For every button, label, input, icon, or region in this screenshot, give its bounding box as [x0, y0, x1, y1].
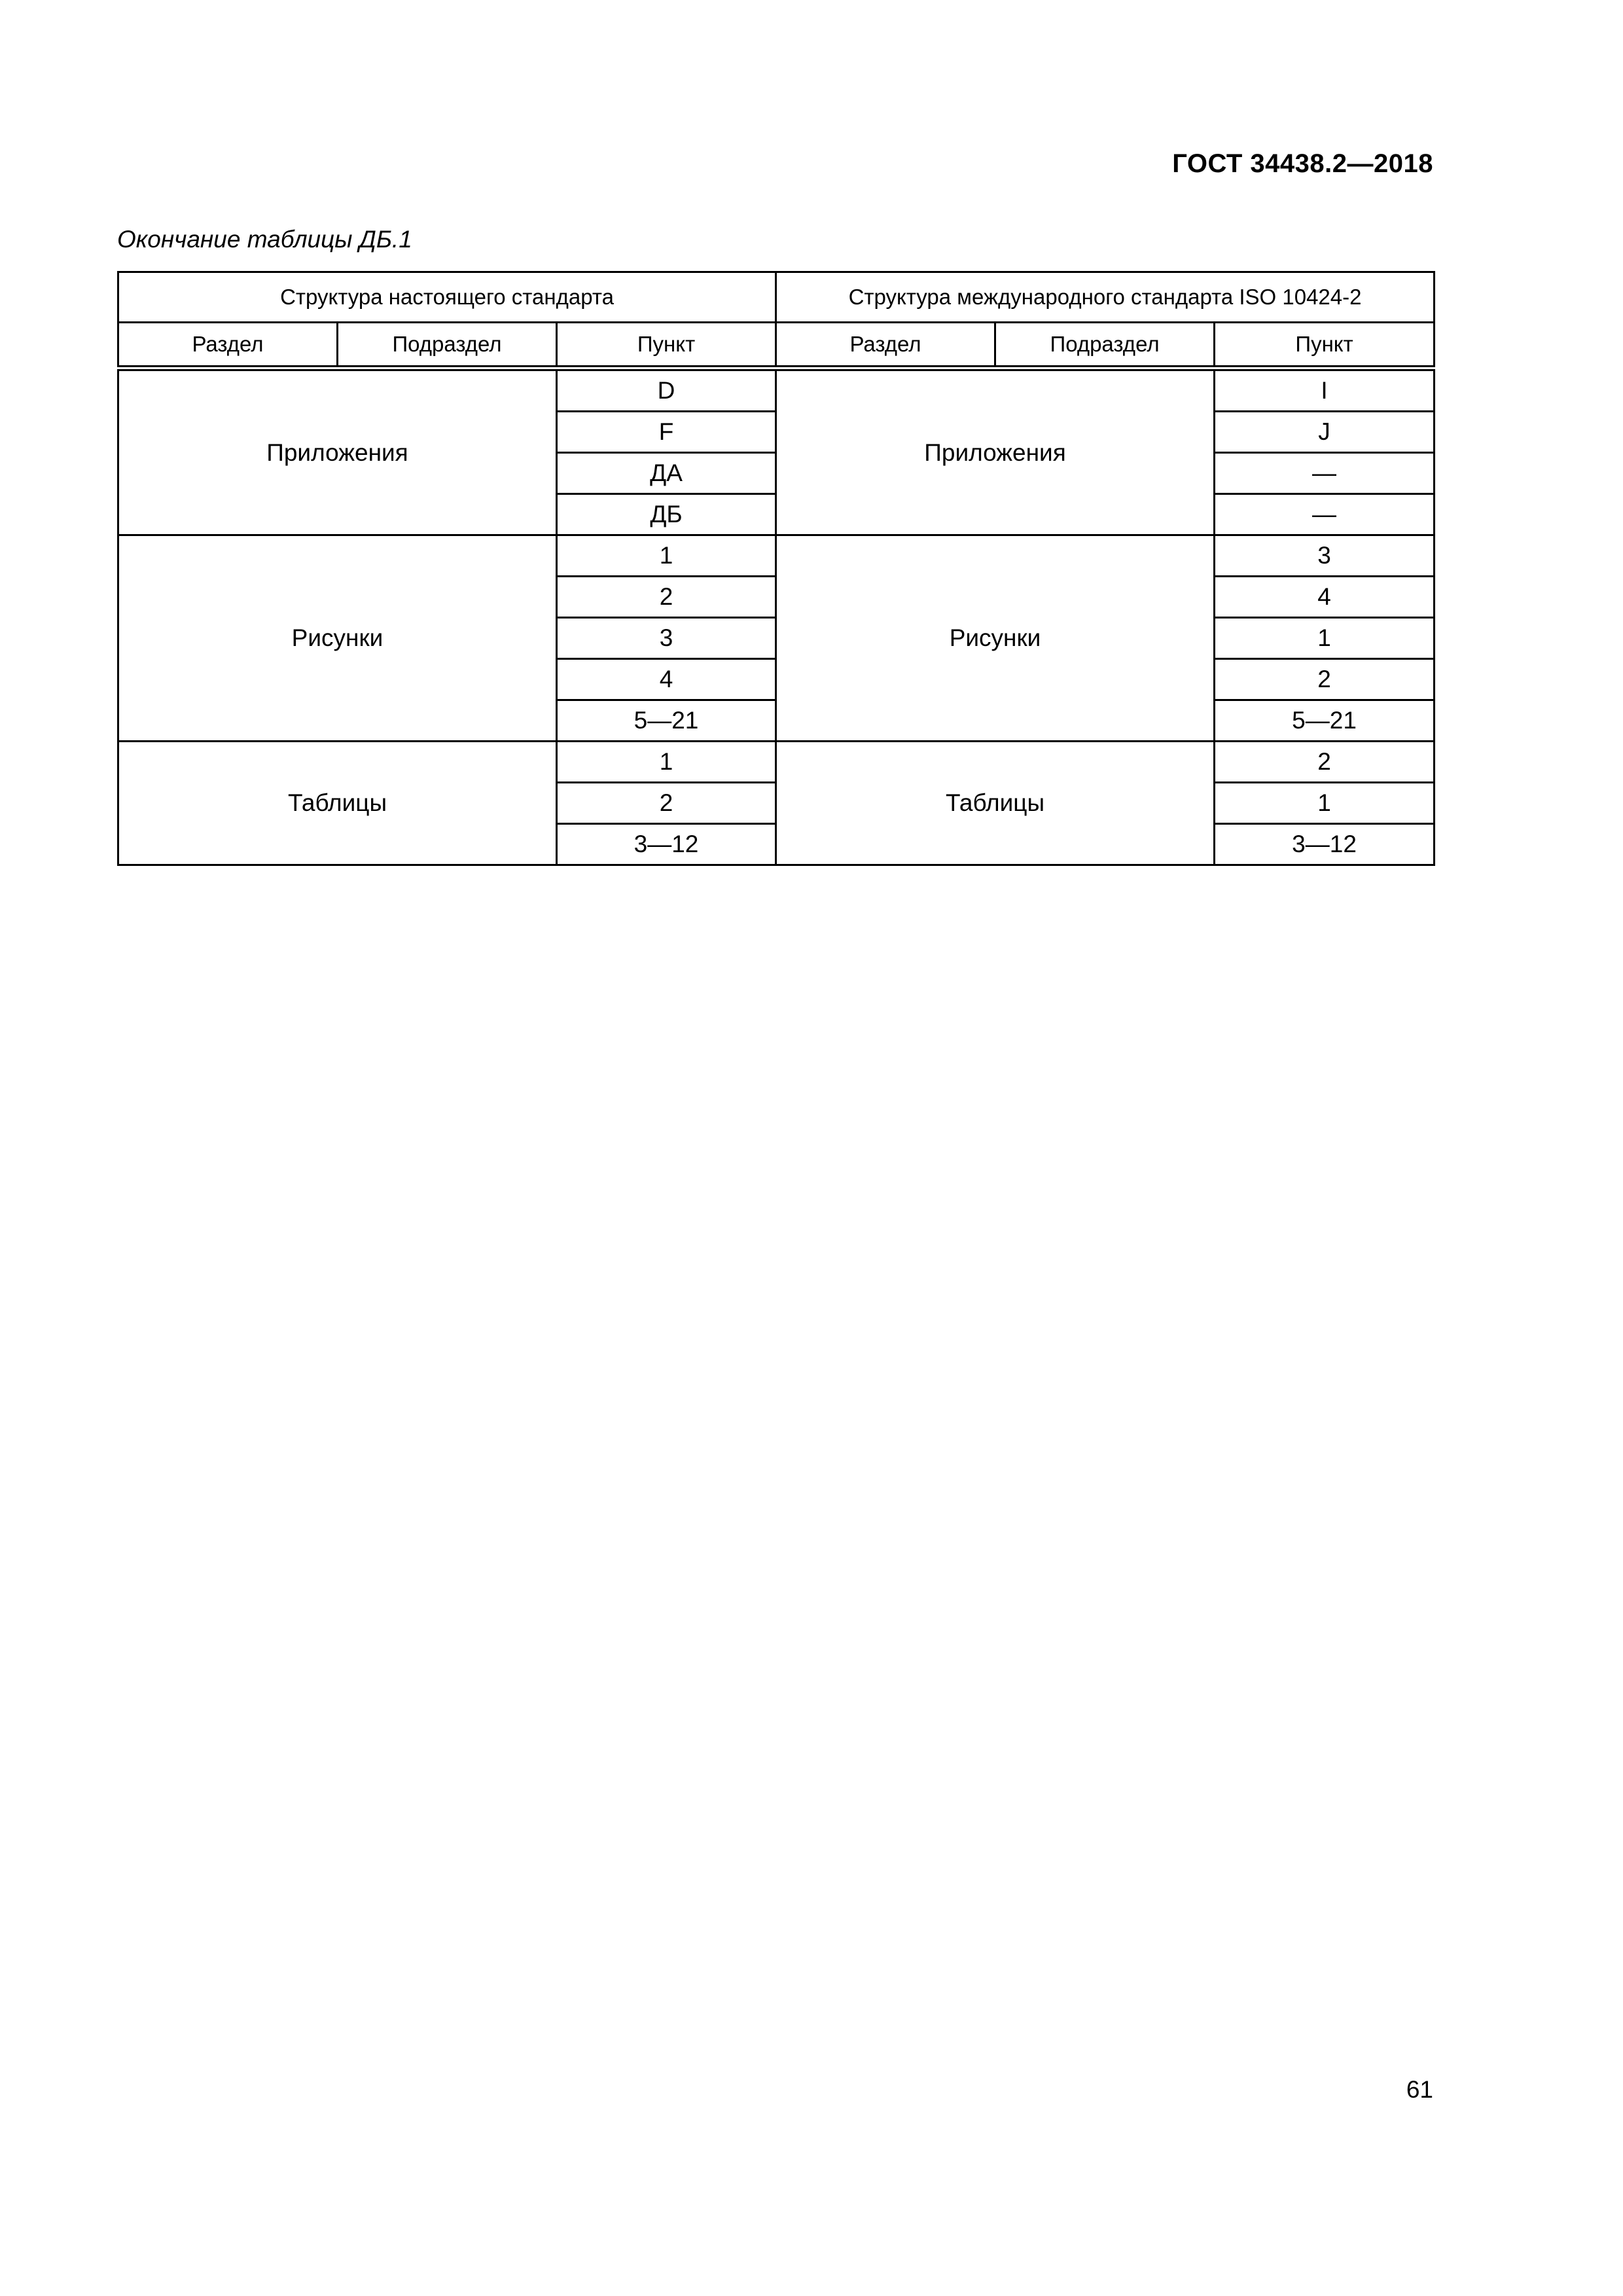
- item-national: 4: [557, 659, 776, 700]
- item-national: ДА: [557, 453, 776, 494]
- item-international: —: [1215, 494, 1435, 535]
- item-national: 2: [557, 783, 776, 824]
- item-national: 2: [557, 577, 776, 618]
- item-international: 2: [1215, 659, 1435, 700]
- group-header-row: [118, 272, 1435, 323]
- document-code: ГОСТ 34438.2—2018: [1172, 149, 1433, 178]
- structure-comparison-table: [117, 271, 1435, 866]
- item-national: D: [557, 368, 776, 412]
- item-international: 2: [1215, 742, 1435, 783]
- item-international: 3—12: [1215, 824, 1435, 865]
- item-national: 5—21: [557, 700, 776, 742]
- item-international: 1: [1215, 783, 1435, 824]
- section-label-national: Приложения: [118, 368, 557, 535]
- section-label-national: Рисунки: [118, 535, 557, 742]
- column-header: Подраздел: [995, 323, 1215, 368]
- item-international: 4: [1215, 577, 1435, 618]
- group-header-international: Структура международного стандарта ISO 10424-2: [776, 272, 1435, 323]
- item-international: 1: [1215, 618, 1435, 659]
- item-international: J: [1215, 412, 1435, 453]
- section-label-national: Таблицы: [118, 742, 557, 865]
- item-national: 1: [557, 742, 776, 783]
- item-international: I: [1215, 368, 1435, 412]
- item-international: —: [1215, 453, 1435, 494]
- item-national: F: [557, 412, 776, 453]
- item-national: 1: [557, 535, 776, 577]
- table-row: [118, 742, 1435, 783]
- section-label-international: Таблицы: [776, 742, 1215, 865]
- table-row: [118, 535, 1435, 577]
- section-label-international: Приложения: [776, 368, 1215, 535]
- table-caption: Окончание таблицы ДБ.1: [117, 226, 412, 253]
- table-row: [118, 368, 1435, 412]
- column-header: Пункт: [1215, 323, 1435, 368]
- column-header: Пункт: [557, 323, 776, 368]
- item-international: 3: [1215, 535, 1435, 577]
- column-header: Подраздел: [338, 323, 557, 368]
- column-header: Раздел: [776, 323, 995, 368]
- column-header: Раздел: [118, 323, 338, 368]
- item-international: 5—21: [1215, 700, 1435, 742]
- group-header-national: Структура настоящего стандарта: [118, 272, 776, 323]
- column-header-row: [118, 323, 1435, 368]
- section-label-international: Рисунки: [776, 535, 1215, 742]
- item-national: 3—12: [557, 824, 776, 865]
- item-national: ДБ: [557, 494, 776, 535]
- item-national: 3: [557, 618, 776, 659]
- page-number: 61: [1406, 2076, 1433, 2103]
